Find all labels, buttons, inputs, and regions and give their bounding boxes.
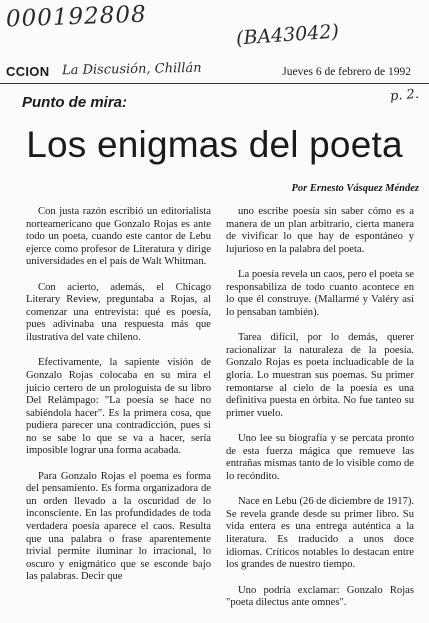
- article-title: Los enigmas del poeta: [26, 124, 403, 165]
- article-column-left: [26, 206, 211, 597]
- paragraph: Efectivamente, la sapiente visión de Gonzalo Rojas colocaba en su mira el juicio certero de un prologuista de su libro Del Relámpago: "La poesía se hace no sabiéndola hacer". Es la primera cosa, que pudiera parecer una contradicción, pues si no se sabe lo que se va a hacer, sería imposible lograr una forma acabada.: [26, 357, 211, 457]
- publication-date: Jueves 6 de febrero de 1992: [282, 66, 411, 78]
- header-rule: [0, 83, 429, 84]
- section-name: CCION: [6, 64, 50, 79]
- paragraph: Tarea difícil, por lo demás, querer racionalizar la naturaleza de la poesía. Gonzalo Rojas es poeta incluadicable de la gloria. Lo muestran sus poemas. Su primer remontarse al cielo de la poesía es una definitiva puesta en órbita. No fue tanteo su primer vuelo.: [226, 332, 414, 419]
- paragraph: Nace en Lebu (26 de diciembre de 1917). Se revela grande desde su primer libro. Su vida entera es una entrega auténtica a la literatura. Es traducido a unos doce idiomas. Críticos notables lo destacan entre los grandes de nuestro tiempo.: [226, 496, 414, 571]
- paragraph: Con acierto, además, el Chicago Literary Review, preguntaba a Rojas, al comenzar una entrevista: qué es poesía, pues adivinaba una respuesta más que ilustrativa del vate chileno.: [26, 281, 211, 343]
- paragraph: Uno podría exclamar: Gonzalo Rojas "poeta dilectus ante omnes".: [226, 584, 414, 609]
- handwritten-id-code: 000192808: [5, 1, 148, 33]
- handwritten-page-mark: p. 2.: [389, 86, 420, 105]
- article-column-right: [226, 206, 414, 623]
- article-byline: Por Ernesto Vásquez Méndez: [291, 183, 419, 194]
- handwritten-ref-code: (BA43042): [235, 20, 340, 50]
- paragraph: Con justa razón escribió un editorialista norteamericano que Gonzalo Rojas es ante todo un poeta, cuando este cantor de Lebu ejerce como profesor de Literatura y dirige universidades en el país de Walt Whitman.: [26, 206, 211, 268]
- paragraph: Uno lee su biografía y se percata pronto de esta fuerza mágica que remueve las entrañas mismas tanto de lo visible como de lo recóndito.: [226, 433, 414, 482]
- paragraph: Para Gonzalo Rojas el poema es forma del pensamiento. Es forma organizadora de un orden llevado a la oscuridad de lo inconsciente. En las profundidades de toda verdadera poesía aparece el caos. Resulta que una palabra o frase aparentemente trivial permite iluminar lo irracional, lo oscuro y enigmático que se esconde bajo las palabras. Decir que: [26, 470, 211, 583]
- article-kicker: Punto de mira:: [22, 94, 128, 111]
- paragraph: uno escribe poesía sin saber cómo es a manera de un plan arbitrario, cierta manera de vivificar lo que hay de espontáneo y lujurioso en la palabra del poeta.: [226, 206, 414, 255]
- paragraph: La poesía revela un caos, pero el poeta se responsabiliza de todo cuanto acontece en lo que él construye. (Mallarmé y Valéry así lo pensaban también).: [226, 269, 414, 318]
- handwritten-source-note: La Discusión, Chillán: [61, 60, 202, 79]
